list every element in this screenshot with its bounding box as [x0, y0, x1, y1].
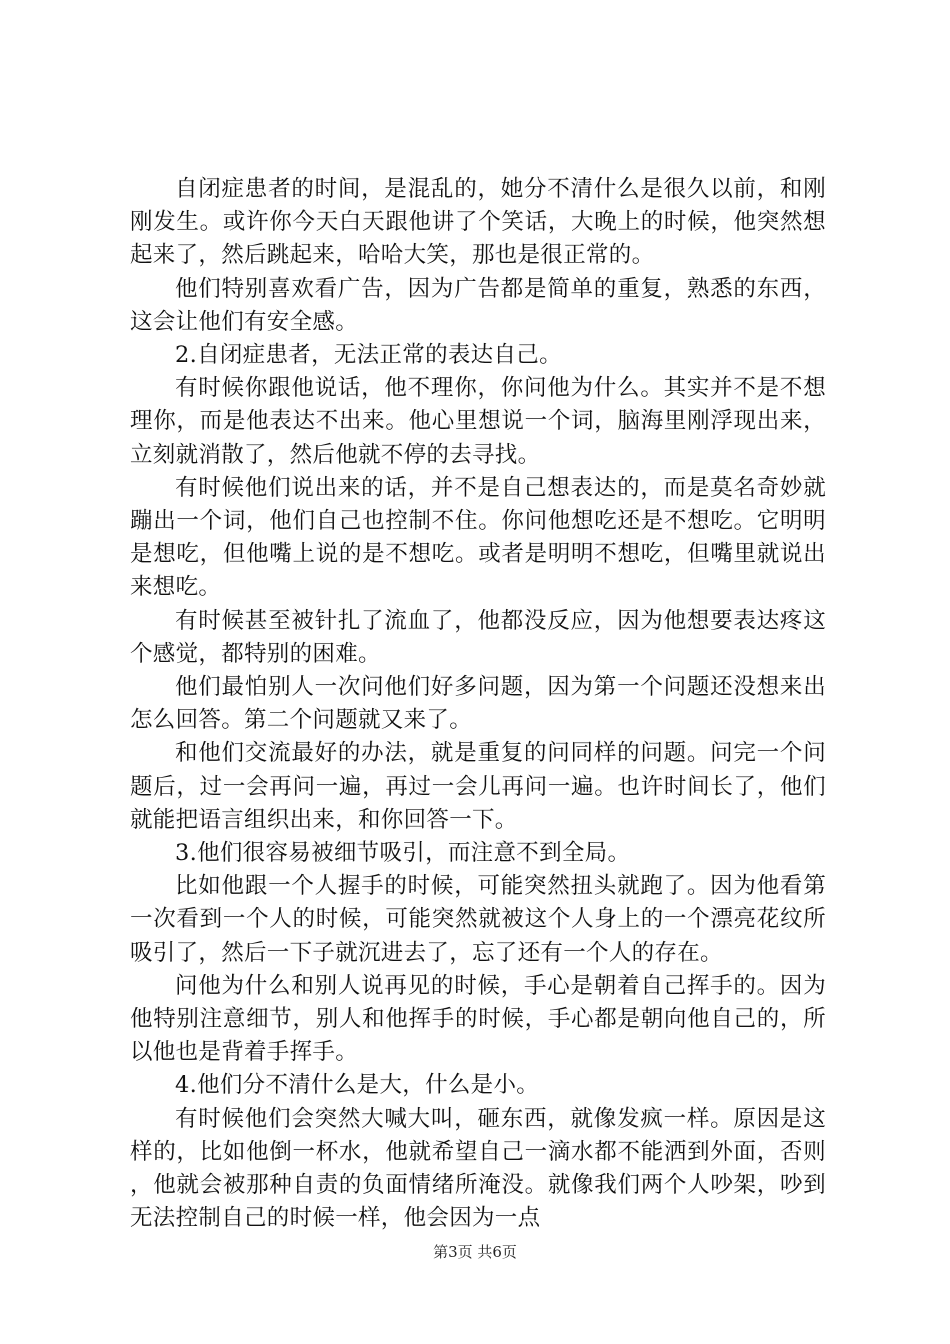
section-heading: 2.自闭症患者，无法正常的表达自己。 [175, 342, 562, 369]
paragraph: 他们最怕别人一次问他们好多问题，因为第一个问题还没想来出怎么回答。第二个问题就又来了。 [130, 674, 826, 734]
paragraph: 自闭症患者的时间，是混乱的，她分不清什么是很久以前，和刚刚发生。或许你今天白天跟他讲了个笑话，大晚上的时候，他突然想起来了，然后跳起来，哈哈大笑，那也是很正常的。 [130, 176, 826, 269]
paragraph: 和他们交流最好的办法，就是重复的问同样的问题。问完一个问题后，过一会再问一遍，再过一会儿再问一遍。也许时间长了，他们就能把语言组织出来，和你回答一下。 [130, 740, 826, 833]
paragraph: 他们特别喜欢看广告，因为广告都是简单的重复，熟悉的东西，这会让他们有安全感。 [130, 275, 826, 335]
paragraph: 问他为什么和别人说再见的时候，手心是朝着自己挥手的。因为他特别注意细节，别人和他挥手的时候，手心都是朝向他自己的，所以他也是背着手挥手。 [130, 972, 826, 1066]
paragraph: 有时候他们说出来的话，并不是自己想表达的，而是莫名奇妙就蹦出一个词，他们自己也控制不住。你问他想吃还是不想吃。它明明是想吃，但他嘴上说的是不想吃。或者是明明不想吃，但嘴里就说出来想吃。 [130, 474, 826, 601]
page-footer [0, 1242, 950, 1262]
body-text [130, 173, 826, 1236]
paragraph: 比如他跟一个人握手的时候，可能突然扭头就跑了。因为他看第一次看到一个人的时候，可能突然就被这个人身上的一个漂亮花纹所吸引了，然后一下子就沉进去了，忘了还有一个人的存在。 [130, 873, 826, 966]
paragraph: 有时候他们会突然大喊大叫，砸东西，就像发疯一样。原因是这样的，比如他倒一杯水，他就希望自己一滴水都不能洒到外面，否则，他就会被那种自责的负面情绪所淹没。就像我们两个人吵架，吵到无法控制自己的时候一样，他会因为一点 [130, 1105, 826, 1232]
section-heading: 3.他们很容易被细节吸引，而注意不到全局。 [175, 840, 631, 867]
paragraph: 有时候甚至被针扎了流血了，他都没反应，因为他想要表达疼这个感觉，都特别的困难。 [130, 607, 826, 667]
page-number-label: 第3页 共6页 [433, 1243, 517, 1261]
paragraph: 有时候你跟他说话，他不理你，你问他为什么。其实并不是不想理你，而是他表达不出来。他心里想说一个词，脑海里刚浮现出来，立刻就消散了，然后他就不停的去寻找。 [130, 375, 826, 468]
section-heading: 4.他们分不清什么是大，什么是小。 [175, 1072, 540, 1099]
